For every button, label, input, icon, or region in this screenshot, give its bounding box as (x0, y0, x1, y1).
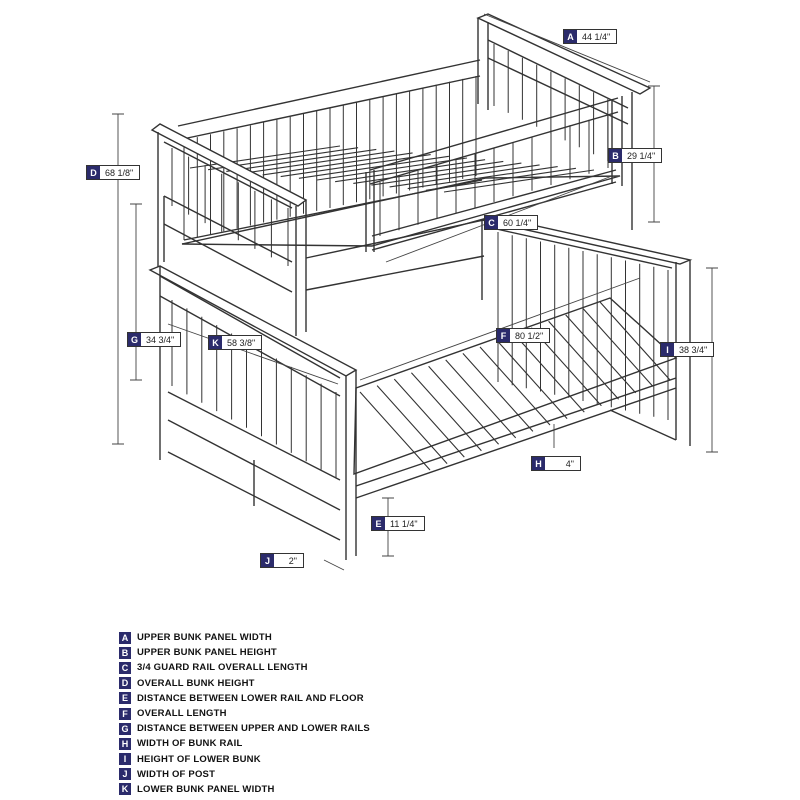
legend-letter: B (119, 647, 131, 659)
legend-row (119, 736, 539, 751)
callout-i (660, 342, 714, 357)
callout-letter: D (87, 166, 100, 179)
callout-g (127, 332, 181, 347)
legend-row (119, 767, 539, 782)
legend-letter: A (119, 632, 131, 644)
callout-h (531, 456, 581, 471)
callout-value: 80 1/2" (515, 330, 544, 341)
callout-value: 4" (565, 458, 574, 469)
legend-label: DISTANCE BETWEEN LOWER RAIL AND FLOOR (137, 692, 364, 704)
legend-row (119, 782, 539, 797)
dimension-legend (119, 630, 539, 797)
callout-value: 29 1/4" (627, 150, 656, 161)
legend-row (119, 752, 539, 767)
legend-label: 3/4 GUARD RAIL OVERALL LENGTH (137, 662, 308, 674)
legend-letter: H (119, 738, 131, 750)
legend-label: OVERALL LENGTH (137, 708, 227, 720)
legend-row (119, 660, 539, 675)
legend-label: OVERALL BUNK HEIGHT (137, 677, 255, 689)
callout-letter: H (532, 457, 545, 470)
legend-row (119, 706, 539, 721)
callout-value: 34 3/4" (146, 334, 175, 345)
legend-label: HEIGHT OF LOWER BUNK (137, 753, 261, 765)
callout-value: 38 3/4" (679, 344, 708, 355)
legend-row (119, 721, 539, 736)
callout-c (484, 215, 538, 230)
callout-value: 58 3/8" (227, 337, 256, 348)
legend-label: LOWER BUNK PANEL WIDTH (137, 783, 275, 795)
legend-letter: D (119, 677, 131, 689)
callout-value: 11 1/4" (390, 518, 418, 529)
legend-label: WIDTH OF BUNK RAIL (137, 738, 243, 750)
callout-letter: G (128, 333, 141, 346)
legend-label: DISTANCE BETWEEN UPPER AND LOWER RAILS (137, 723, 370, 735)
callout-value: 60 1/4" (503, 217, 532, 228)
legend-row (119, 630, 539, 645)
callout-value: 68 1/8" (105, 167, 134, 178)
lower-footboard (160, 266, 356, 560)
legend-letter: E (119, 692, 131, 704)
callout-e (371, 516, 425, 531)
lower-upper-rail (150, 266, 356, 396)
callout-letter: A (564, 30, 577, 43)
callout-value: 44 1/4" (582, 31, 611, 42)
callout-letter: B (609, 149, 622, 162)
callout-k (208, 335, 262, 350)
legend-label: UPPER BUNK PANEL WIDTH (137, 632, 272, 644)
legend-row (119, 691, 539, 706)
legend-letter: J (119, 768, 131, 780)
callout-letter: I (661, 343, 674, 356)
callout-value: 2" (288, 555, 297, 566)
legend-row (119, 645, 539, 660)
callout-letter: E (372, 517, 385, 530)
legend-row (119, 676, 539, 691)
callout-b (608, 148, 662, 163)
legend-letter: G (119, 723, 131, 735)
callout-f (496, 328, 550, 343)
legend-label: WIDTH OF POST (137, 768, 216, 780)
callout-letter: C (485, 216, 498, 229)
callout-letter: K (209, 336, 222, 349)
callout-j (260, 553, 304, 568)
callout-letter: F (497, 329, 510, 342)
callout-a (563, 29, 617, 44)
legend-letter: I (119, 753, 131, 765)
legend-letter: C (119, 662, 131, 674)
legend-letter: K (119, 783, 131, 795)
callout-d (86, 165, 140, 180)
legend-letter: F (119, 708, 131, 720)
legend-label: UPPER BUNK PANEL HEIGHT (137, 647, 277, 659)
callout-letter: J (261, 554, 274, 567)
